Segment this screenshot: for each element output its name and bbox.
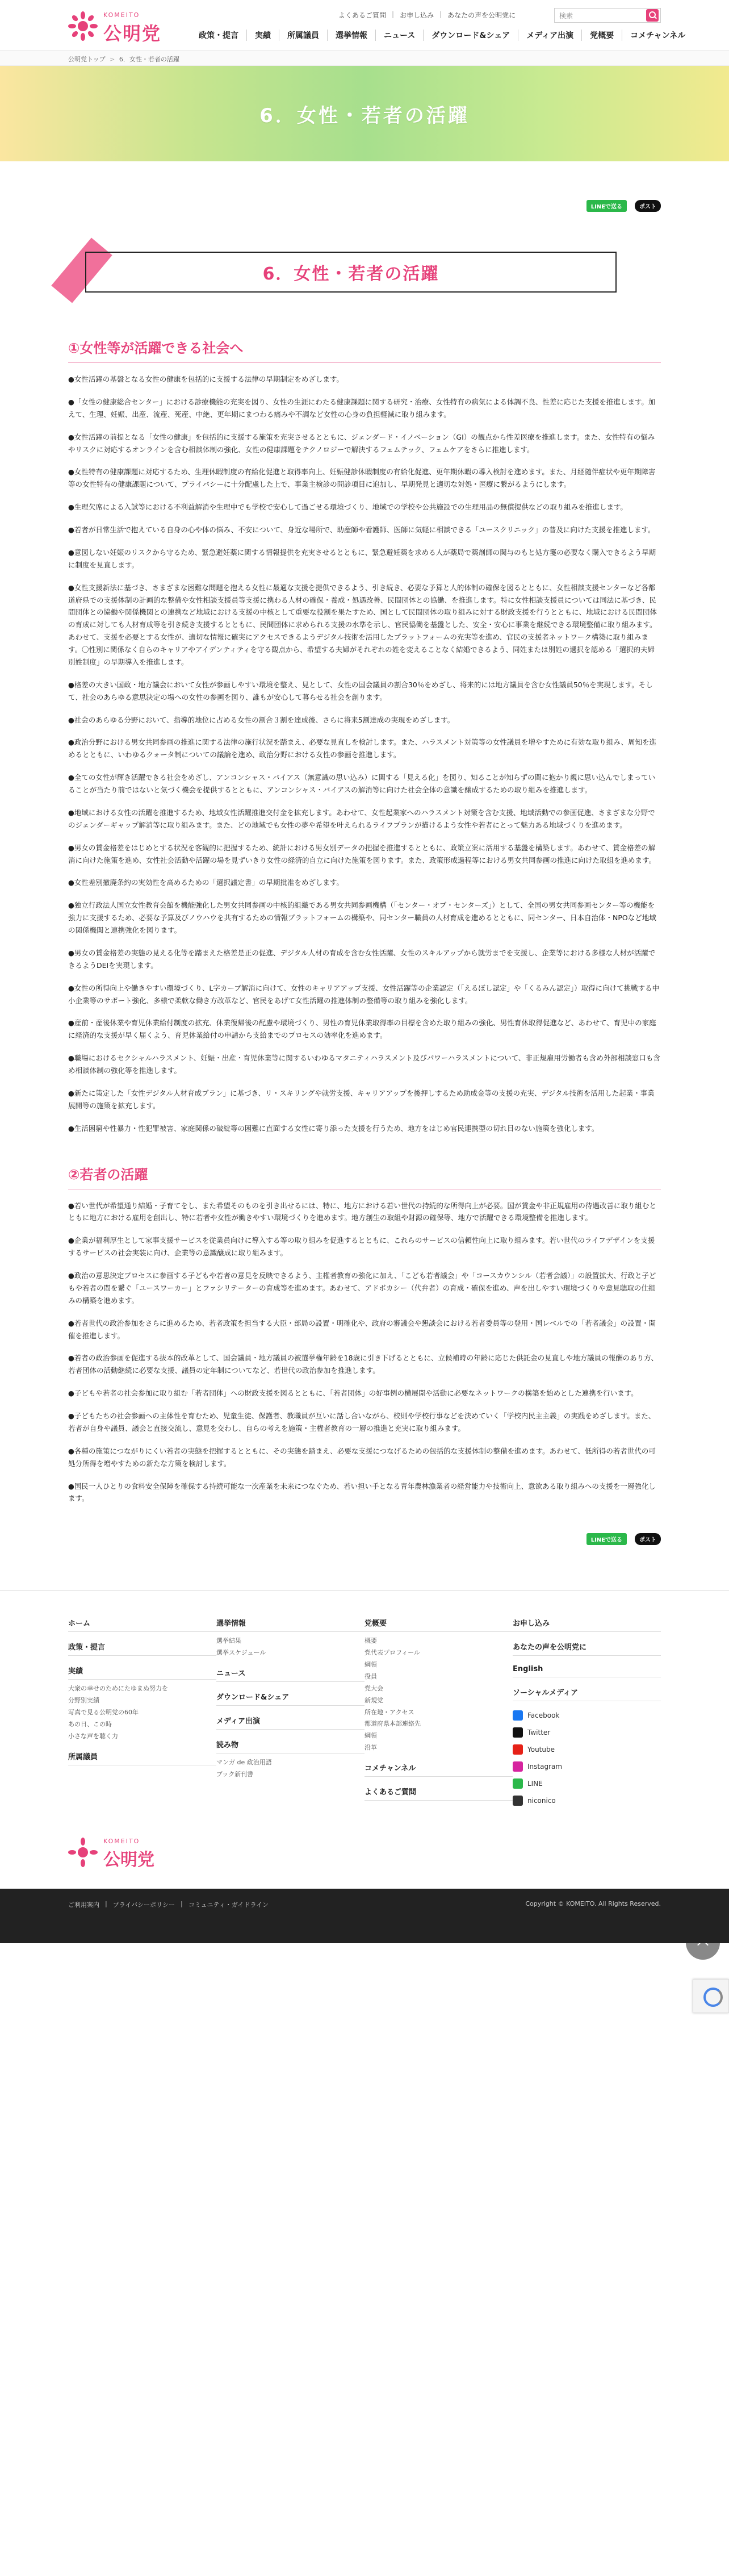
utility-links <box>338 10 516 20</box>
share-buttons-bottom <box>68 1533 661 1545</box>
footer-col-4 <box>513 1614 661 1809</box>
site-header <box>0 0 729 51</box>
policy-paragraph: ●全ての女性が輝き活躍できる社会をめざし、アンコンシャス・バイアス（無意識の思い込み）に関する「見える化」を図り、知ることが知らずの間に抱かり親に思い込んでしまっていることが当たり前ではないと気づく機会を提供するとともに、アンコンシャス・バイアスの解消等に向けた社会全体の意識を醸成するための取り組みを推進します。 <box>68 773 655 794</box>
policy-paragraph: ●企業が福利厚生として家事支援サービスを従業員向けに導入する等の取り組みを促進するとともに、これらのサービスの信頼性向上に取り組みます。若い世代のライフデザインを支援するサービスの社会実装に向け、企業等の意識醸成に取り組みます。 <box>68 1236 655 1258</box>
policy-paragraph: ●女性支援新法に基づき、さまざまな困難な問題を抱える女性に最適な支援を提供できるよう、引き続き、必要な予算と人的体制の確保を図るとともに、女性相談支援センターなど各都道府県での支援体制の計画的な整備や女性相談支援員等支援に携わる人材の確保・養成・処遇改善、民間団体との協働、を推進します。特に女性相談支援員については同法に基づき、民間団体との協働や関係機関との連携など地域における支援の中核として重要な役割を果たすため、国として民間団体の取り組みに対する財政支援を行うとともに、地域における民間団体の育成に対しても人材育成等を引き続き支援するとともに、民間団体に求められる支援の水準を示し、官民協働を基盤とした、安全・安心に事業を継続できる環境整備に取り組みます。あわせて、支援を必要とする女性が、適切な情報に確実にアクセスできるようデジタル技術を活用したプラットフォームの充実等を進め、官民の支援者ネットワーク構築に取り組みます。〇性別に関係なく自らのキャリアやアイデンティティを守る観点から、希望する夫婦がそれぞれの姓を変えることなく結婚できるよう、同姓または別姓の選択を認める「選択的夫婦別姓制度」の早期導入を推進します。 <box>68 583 657 666</box>
policy-paragraph: ●各種の施策につながりにくい若者の実態を把握するとともに、その実態を踏まえ、必要な支援につなげるための包括的な支援体制の整備を進めます。あわせて、低所得の若者世代の可処分所得を増やすための新たな方策を検討します。 <box>68 1446 656 1468</box>
footer-sub-link[interactable]: 選挙スケジュール <box>216 1649 266 1657</box>
social-line[interactable] <box>513 1775 661 1792</box>
social-instagram[interactable] <box>513 1758 661 1775</box>
footer-media[interactable]: メディア出演 <box>216 1711 364 1730</box>
footer-sub-link[interactable]: 所在地・アクセス <box>364 1708 414 1716</box>
niconico-icon <box>513 1796 523 1806</box>
logo-sub: KOMEITO <box>103 11 140 19</box>
footer-faq[interactable]: よくあるご質問 <box>364 1782 513 1801</box>
nav-download[interactable]: ダウンロード&シェア <box>423 30 518 41</box>
recaptcha-badge <box>693 1979 729 2013</box>
policy-paragraph: ●子どもや若者の社会参加に取り組む「若者団体」への財政支援を図るとともに、「若者団体」の好事例の横展開や活動に必要なネットワークの構築を始めとした連携を行います。 <box>68 1389 638 1398</box>
social-label: Youtube <box>527 1746 555 1754</box>
footer-election-sub <box>216 1635 364 1659</box>
footer-about[interactable]: 党概要 <box>364 1614 513 1632</box>
footer-reading-sub <box>216 1757 364 1781</box>
footer-members[interactable]: 所属議員 <box>68 1747 216 1765</box>
policy-paragraph: ●女性特有の健康課題に対応するため、生理休暇制度の有給化促進と取得率向上、妊娠健診休暇制度の有給化促進、更年期休暇の導入検討を進めます。また、月経随伴症状や更年期障害等の女性特有の健康課題について、プライバシーに十分配慮した上で、事業主検診の問診項目に追加し、早期発見と適切な対処・医療に繋がるようにします。 <box>68 467 656 489</box>
breadcrumb-home[interactable]: 公明党トップ <box>68 56 106 63</box>
footer-sep: | <box>181 1900 183 1908</box>
policy-paragraph: ●政治の意思決定プロセスに参画する子どもや若者の意見を反映できるよう、主権者教育の強化に加え、「こども若者議会」や「コースカウンシル（若者会議）」の設置拡大、行政と子どもや若者の間を繋ぐ「ユースワーカー」とファシリテーターの育成等を進めます。あわせて、アドボカシー（代弁者）の育成・確保を進め、声を出しやすい環境づくりや意見聴取の仕組みの構築を進めます。 <box>68 1271 656 1305</box>
footer-sub-link[interactable]: 都道府県本部連絡先 <box>364 1720 421 1728</box>
policy-paragraph: ●若者が日常生活で抱えている自身の心や体の悩み、不安について、身近な場所で、助産師や看護師、医師に気軽に相談できる「ユースクリニック」の普及に向けた支援を推進します。 <box>68 525 655 534</box>
footer-sub-link[interactable]: 綱領 <box>364 1661 377 1669</box>
policy-paragraph: ●意図しない妊娠のリスクから守るため、緊急避妊薬に関する情報提供を充実させるとともに、緊急避妊薬を求める人が薬局で薬剤師の関与のもと処方箋の必要なく購入できるよう早期に制度を見直します。 <box>68 548 656 569</box>
footer-achievements-sub <box>68 1683 216 1742</box>
footer-election[interactable]: 選挙情報 <box>216 1614 364 1632</box>
search-icon[interactable] <box>646 9 659 22</box>
main-content <box>68 200 661 1545</box>
policy-paragraph: ●産前・産後休業や育児休業給付制度の拡充、休業復帰後の配慮や環境づくり、男性の育児休業取得率の目標を含めた取り組みの強化、男性育休取得促進など、あわせて、育児中の家庭に経済的な支援が早く届くよう、育児休業給付の申請から支給までのプロセスの効率化を進めます。 <box>68 1018 656 1040</box>
policy-paragraph: ●若者世代の政治参加をさらに進めるため、若者政策を担当する大臣・部局の設置・明確化や、政府の審議会や懇談会における若者委員等の登用・国レベルでの「若者議会」の設置・開催を推進します。 <box>68 1318 656 1340</box>
util-sep: | <box>439 10 442 18</box>
footer-achievements[interactable]: 実績 <box>68 1661 216 1680</box>
youtube-icon <box>513 1744 523 1755</box>
policy-paragraph: ●若い世代が希望通り結婚・子育てをし、また希望そのものを引き出せるには、特に、地方における若い世代の持続的な所得向上が必要。国が賃金や非正規雇用の待遇改善に取り組むとともに地方における雇用を創出し、特に若者や女性が働きやすい環境づくりを進めます。地方創生の取組や財源の確保等、地方で活躍できる環境整備を推進します。 <box>68 1201 656 1222</box>
x-post-button[interactable]: ポスト <box>635 1533 661 1545</box>
sections <box>68 337 661 1505</box>
social-label: niconico <box>527 1797 556 1805</box>
footer-about-sub <box>364 1635 513 1754</box>
hero-title: 6．女性・若者の活躍 <box>259 104 470 127</box>
hero-banner <box>0 66 729 161</box>
footer-sub-link[interactable]: あの日、この時 <box>68 1720 112 1728</box>
policy-paragraph: ●政治分野における男女共同参画の推進に関する法律の施行状況を踏まえ、必要な見直しを検討します。また、ハラスメント対策等の女性議員を増やすために有効な取り組み、周知を進めるとともに、いわゆるクォータ制についての議論を進め、政治分野における女性の参画を推進します。 <box>68 738 657 759</box>
breadcrumb <box>0 51 729 66</box>
footer-community-link[interactable]: コミュニティ・ガイドライン <box>188 1901 269 1909</box>
social-label: LINE <box>527 1780 543 1788</box>
policy-paragraph: ●女性活躍の前提となる「女性の健康」を包括的に支援する施策を充実させるとともに、ジェンダード・イノベーション（GI）の観点から性差医療を推進します。また、女性特有の悩みやリスクに対応するオンラインを含む相談体制の強化、女性の健康課題をテクノロジーで解決するフェムテック、フェムケアをさらに推進します。 <box>68 432 655 454</box>
footer-news[interactable]: ニュース <box>216 1664 364 1682</box>
footer-col-2 <box>216 1614 364 1809</box>
section-heading: ①女性等が活躍できる社会へ <box>68 337 661 363</box>
policy-paragraph: ●女性活躍の基盤となる女性の健康を包括的に支援する法律の早期制定をめざします。 <box>68 375 343 383</box>
share-buttons <box>68 200 661 212</box>
social-facebook[interactable] <box>513 1707 661 1724</box>
social-niconico[interactable] <box>513 1792 661 1809</box>
footer-sub-link[interactable]: マンガ de 政治用語 <box>216 1759 272 1767</box>
footer-sub-link[interactable]: 綱領 <box>364 1732 377 1740</box>
footer-sub-link[interactable]: 党代表プロフィール <box>364 1649 420 1657</box>
policy-paragraph: ●社会のあらゆる分野において、指導的地位に占める女性の割合３割を達成後、さらに将来5割達成の実現をめざします。 <box>68 715 455 724</box>
policy-paragraph: ●生理欠席による入試等における不利益解消や生理中でも学校で安心して過ごせる環境づくり、地域での学校や公共施設での生理用品の無償提供などの取り組みを推進します。 <box>68 503 627 512</box>
breadcrumb-current: 6．女性・若者の活躍 <box>119 56 179 63</box>
footer-guide-link[interactable]: ご利用案内 <box>68 1901 99 1909</box>
util-sep: | <box>392 10 395 18</box>
policy-paragraph: ●女性差別撤廃条約の実効性を高めるための「選択議定書」の早期批准をめざします。 <box>68 878 343 887</box>
footer-policy[interactable]: 政策・提言 <box>68 1638 216 1656</box>
footer-sub-link[interactable]: 大衆の幸せのためにたゆまぬ努力を <box>68 1685 168 1693</box>
search-input[interactable]: 検索 <box>554 8 661 23</box>
nav-media[interactable]: メディア出演 <box>518 30 581 41</box>
footer-home[interactable]: ホーム <box>68 1614 216 1632</box>
main-nav <box>191 30 693 41</box>
policy-paragraph: ●男女の賃金格差の実態の見える化等を踏まえた格差是正の促進、デジタル人材の育成を含む女性活躍、女性のスキルアップから就労までを支援し、企業等における多様な人材が活躍できるようDEIを実現します。 <box>68 948 656 970</box>
footer-sub-link[interactable]: 概要 <box>364 1637 377 1645</box>
footer-sub-link[interactable]: 小さな声を聴く力 <box>68 1732 118 1740</box>
nav-achievements[interactable]: 実績 <box>246 30 279 41</box>
twitter-icon <box>513 1727 523 1738</box>
footer-channel[interactable]: コメチャンネル <box>364 1759 513 1777</box>
line-share-button[interactable]: LINEで送る <box>586 200 627 212</box>
policy-paragraph: ●国民一人ひとりの食料安全保障を確保する持続可能な一次産業を未来につなぐため、若い担い手となる青年農林漁業者の経営能力や技術向上、意欲ある取り組みへの支援を一層強化します。 <box>68 1481 656 1503</box>
nav-channel[interactable]: コメチャンネル <box>622 30 693 41</box>
komeito-flower-icon <box>68 11 98 41</box>
page-title-box <box>68 235 661 308</box>
social-label: Twitter <box>527 1729 551 1737</box>
nav-election[interactable]: 選挙情報 <box>327 30 375 41</box>
komeito-flower-icon <box>68 1838 98 1867</box>
footer-sub-link[interactable]: 写真で見る公明党の60年 <box>68 1709 139 1717</box>
footer-logo[interactable] <box>68 1832 661 1877</box>
footer-sub-link[interactable]: 新規党 <box>364 1696 383 1704</box>
copyright: Copyright © KOMEITO. All Rights Reserved. <box>525 1900 661 1908</box>
footer-voice[interactable]: あなたの声を公明党に <box>513 1638 661 1656</box>
policy-paragraph: ●子どもたちの社会参画への主体性を育むため、児童生徒、保護者、教職員が互いに話し合いながら、校則や学校行事などを決めていく「学校内民主主義」の実践をめざします。また、若者が自身や議員、議会と直接交流し、意見を交わし、自らの考えを施策・主権者教育の一層の推進と充実に取り組みます。 <box>68 1412 656 1433</box>
footer-bar <box>0 1889 729 1943</box>
site-logo[interactable] <box>68 8 170 44</box>
line-icon <box>513 1778 523 1789</box>
footer-sep: | <box>105 1900 107 1908</box>
footer-col-3 <box>364 1614 513 1809</box>
footer-logo-sub: KOMEITO <box>103 1838 140 1846</box>
footer-reading[interactable]: 読み物 <box>216 1735 364 1753</box>
footer-social-heading: ソーシャルメディア <box>513 1683 661 1701</box>
policy-paragraph: ●女性の所得向上や働きやすい環境づくり、L字カーブ解消に向けて、女性のキャリアアップ支援、女性活躍等の企業認定（「えるぼし認定」や「くるみん認定」）取得に向けて挑戦する中小企業等のサポート強化、多様で柔軟な働き方改革など、官民をあげて女性活躍の推進体制の整備等の取り組みを強化します。 <box>68 983 660 1005</box>
footer-sub-link[interactable]: 役員 <box>364 1672 377 1680</box>
footer-sub-link[interactable]: 党大会 <box>364 1684 383 1692</box>
footer-sub-link[interactable]: 選挙結果 <box>216 1637 241 1645</box>
x-post-button[interactable]: ポスト <box>635 200 661 212</box>
social-youtube[interactable] <box>513 1741 661 1758</box>
footer-sub-link[interactable]: 分野別実績 <box>68 1697 99 1705</box>
section-heading: ②若者の活躍 <box>68 1163 661 1189</box>
footer-col-1 <box>68 1614 216 1809</box>
nav-members[interactable]: 所属議員 <box>279 30 327 41</box>
policy-paragraph: ●職場におけるセクシャルハラスメント、妊娠・出産・育児休業等に関するいわゆるマタニティハラスメント及びパワーハラスメントについて、非正規雇用労働者も含め外部相談窓口も含め相談体制の強化等を推進します。 <box>68 1054 660 1075</box>
util-apply[interactable]: お申し込み <box>400 11 434 19</box>
footer-english[interactable]: English <box>513 1661 661 1677</box>
policy-paragraph: ●新たに策定した「女性デジタル人材育成プラン」に基づき、リ・スキリングや就労支援、キャリアアップを後押しするため助成金等の支援の充実、デジタル技術を活用した起業・事業展開等の施策を拡充します。 <box>68 1088 655 1110</box>
breadcrumb-sep: > <box>110 56 115 63</box>
footer-apply[interactable]: お申し込み <box>513 1614 661 1632</box>
footer-sub-link[interactable]: ブック新刊書 <box>216 1770 254 1778</box>
nav-about[interactable]: 党概要 <box>581 30 622 41</box>
facebook-icon <box>513 1710 523 1721</box>
nav-news[interactable]: ニュース <box>375 30 423 41</box>
footer-download[interactable]: ダウンロード&シェア <box>216 1688 364 1706</box>
site-footer <box>0 1590 729 1877</box>
social-twitter[interactable] <box>513 1724 661 1741</box>
social-label: Facebook <box>527 1711 560 1720</box>
nav-policy[interactable]: 政策・提言 <box>199 31 238 40</box>
util-faq[interactable]: よくあるご質問 <box>338 11 387 19</box>
title-frame <box>85 252 617 293</box>
policy-paragraph: ●男女の賃金格差をはじめとする状況を客観的に把握するため、統計における男女別データの把握を推進するとともに、政策立案に活用する基盤を構築します。あわせて、賃金格差の解消に向けた施策を進め、女性社会活動や活躍の場を見ずいきり女性の経済的自立に向けた施策を図ります。また、政策形成過程等における男女共同参画の推進に向けた取組を進めます。 <box>68 843 656 865</box>
line-share-button[interactable]: LINEで送る <box>586 1533 627 1545</box>
policy-paragraph: ●地域における女性の活躍を推進するため、地域女性活躍推進交付金を拡充します。あわせて、女性起業家へのハラスメント対策を含む支援、地域活動での参画促進、さまざまな分野でのジェンダーギャップ解消等に取り組みます。また、どの地域でも女性の夢や希望を叶えられるライフプランが描けるよう女性や若者にとって魅力ある地域づくりを進めます。 <box>68 808 655 829</box>
social-label: Instagram <box>527 1763 563 1771</box>
footer-sub-link[interactable]: 沿革 <box>364 1744 377 1752</box>
page-title: 6．女性・若者の活躍 <box>262 264 439 284</box>
policy-paragraph: ●独立行政法人国立女性教育会館を機能強化した男女共同参画の中核的組織である男女共同参画機構（「センター・オブ・センターズ」）として、全国の男女共同参画センター等の機能を強力に支援するため、必要な予算及びノウハウを共有するための情報プラットフォームの構築や、同センター職員の人材育成を進めるとともに、同センター、日本自治体・NPOなど地域の関係機関と連携強化を図ります。 <box>68 901 656 934</box>
policy-paragraph: ●生活困窮や性暴力・性犯罪被害、家庭関係の破綻等の困難に直面する女性に寄り添った支援を行うため、地方をはじめ官民連携型の切れ目のない施策を強化します。 <box>68 1124 599 1133</box>
policy-paragraph: ●若者の政治参画を促進する抜本的改革として、国会議員・地方議員の被選挙権年齢を18歳に引き下げるとともに、立候補時の年齢に応じた供託金の見直しや地方議員の報酬のあり方、若者団体の活動継続に必要な支援、議員の定年制についてなど、若世代の政治参加を推進します。 <box>68 1354 659 1375</box>
footer-logo-name: 公明党 <box>103 1850 154 1871</box>
footer-privacy-link[interactable]: プライバシーポリシー <box>112 1901 175 1909</box>
instagram-icon <box>513 1761 523 1772</box>
policy-paragraph: ●格差の大きい国政・地方議会において女性が参画しやすい環境を整え、見として、女性の国会議員の割合30％をめざし、将来的には地方議員を含む女性議員50％を実現します。そして、社会のあらゆる意思決定の場への女性の参画を図り、誰もが安心して暮らせる社会を創ります。 <box>68 680 653 702</box>
logo-name: 公明党 <box>103 23 162 44</box>
util-voice[interactable]: あなたの声を公明党に <box>447 11 516 19</box>
policy-paragraph: ●「女性の健康総合センター」における診療機能の充実を図り、女性の生涯にわたる健康課題に関する研究・治療、女性特有の病気による体調不良、性差に応じた支援を推進します。加えて、生理、妊娠、出産、流産、死産、中絶、更年期にまつわる痛みや不調など女性の心身の負担軽減に取り組みます。 <box>68 397 656 419</box>
